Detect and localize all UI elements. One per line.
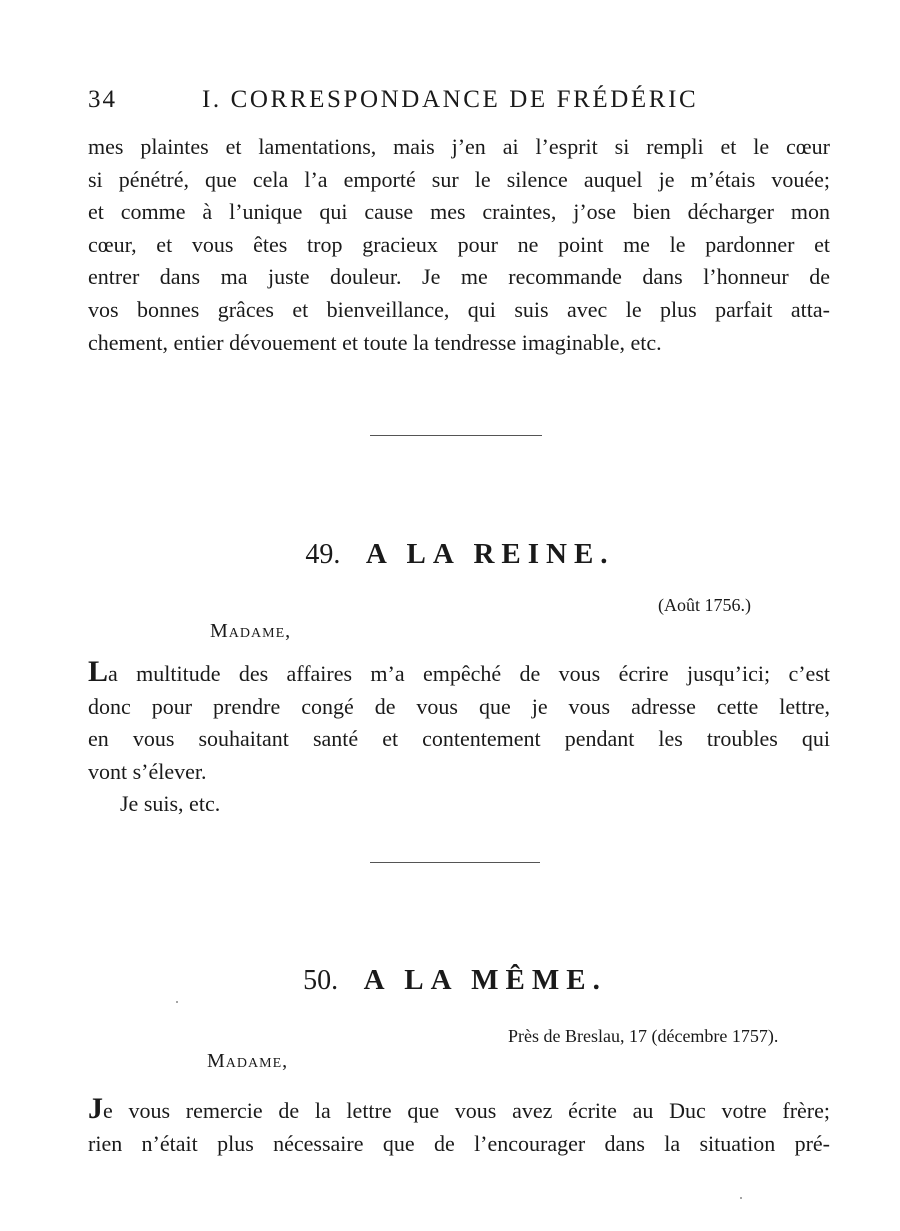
text-line: si pénétré, que cela l’a emporté sur le silence auquel je m’étais vouée; [88,166,830,192]
paper-speck [176,1001,178,1003]
continuation-paragraph [88,131,830,359]
text-line: entrer dans ma juste douleur. Je me recommande dans l’honneur de [88,264,830,290]
letter-50-salutation: Madame, [207,1050,289,1072]
running-head [88,84,828,118]
text-line: donc pour prendre congé de vous que je vous adresse cette lettre, [88,693,830,719]
letter-title: A LA REINE. [365,538,615,570]
text-line: et comme à l’unique qui cause mes craintes, j’ose bien décharger mon [88,199,830,225]
text-line [88,1094,830,1128]
letter-50-body [88,1094,830,1160]
text-line: en vous souhaitant santé et contentement pendant les troubles qui [88,726,830,752]
text-line: rien n’était plus nécessaire que de l’encourager dans la situation pré- [88,1130,830,1156]
section-divider [370,435,542,436]
text-line [88,657,830,691]
letter-49-heading [10,537,900,571]
drop-cap: L [88,657,109,688]
text-line-rest: a multitude des affaires m’a empêché de vous écrire jusqu’ici; c’est [108,661,830,686]
letter-50-heading [5,963,900,997]
section-divider [370,862,540,863]
letter-closing: Je suis, etc. [120,791,221,817]
text-line: vont s’élever. [88,758,207,784]
letter-49-date: (Août 1756.) [658,595,751,615]
letter-number: 50. [303,965,339,996]
text-line: mes plaintes et lamentations, mais j’en ai l’esprit si rempli et le cœur [88,134,830,159]
letter-title: A LA MÊME. [363,964,607,996]
letter-49-body [88,657,830,821]
drop-cap: J [88,1094,103,1125]
letter-50-date: Près de Breslau, 17 (décembre 1757). [508,1026,779,1046]
running-head-title: I. CORRESPONDANCE DE FRÉDÉRIC [202,86,699,113]
text-line: chement, entier dévouement et toute la tendresse imaginable, etc. [88,329,662,355]
page-number: 34 [88,86,117,113]
paper-speck [740,1197,742,1199]
text-line: cœur, et vous êtes trop gracieux pour ne point me le pardonner et [88,231,830,257]
letter-number: 49. [305,539,341,570]
text-line: vos bonnes grâces et bienveillance, qui suis avec le plus parfait atta- [88,296,830,322]
text-line-rest: e vous remercie de la lettre que vous avez écrite au Duc votre frère; [103,1098,830,1123]
letter-49-salutation: Madame, [210,620,292,642]
